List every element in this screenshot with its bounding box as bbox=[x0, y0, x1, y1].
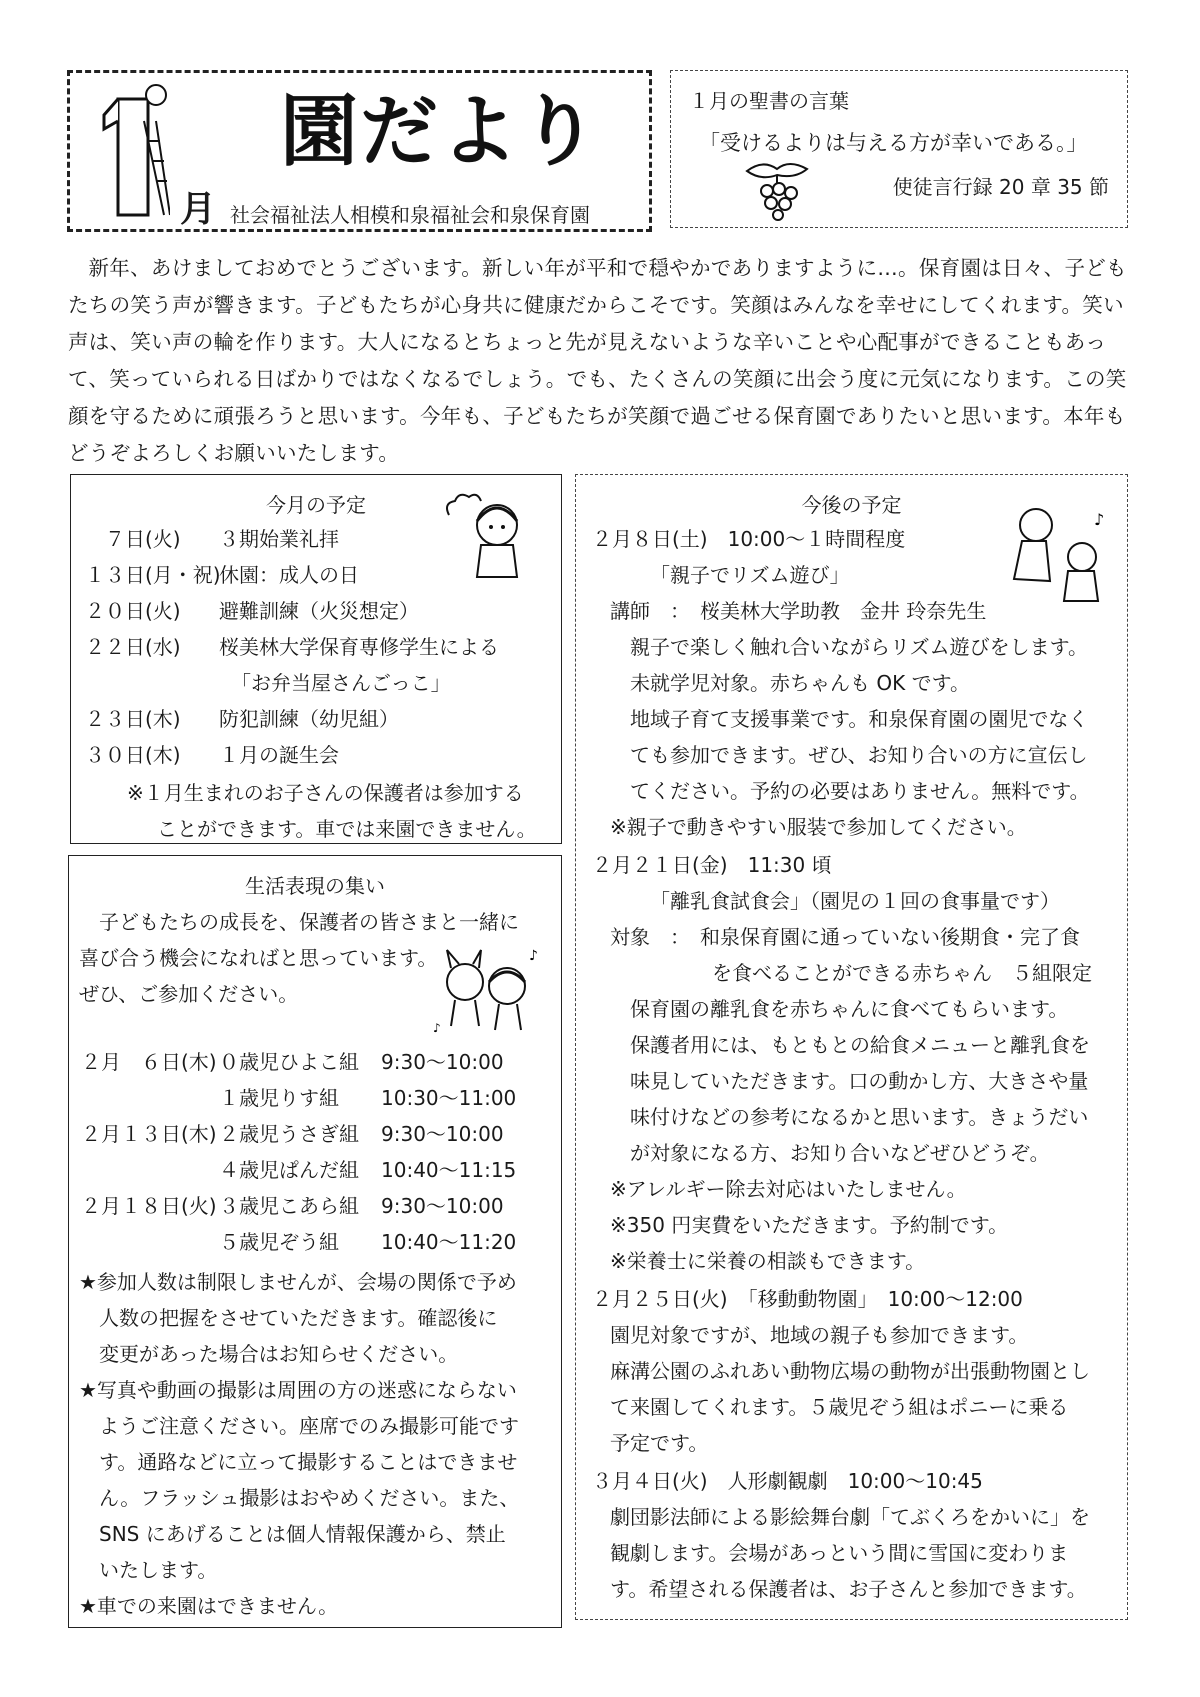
schedule-event: 「お弁当屋さんごっこ」 bbox=[231, 671, 451, 695]
life-intro-line: 喜び合う機会になればと思っています。 bbox=[79, 946, 438, 970]
verse-title: １月の聖書の言葉 bbox=[689, 89, 849, 113]
life-note-line: ★写真や動画の撮影は周囲の方の迷惑にならない bbox=[79, 1378, 517, 1402]
bible-verse-box bbox=[670, 70, 1128, 228]
month-label: 月 bbox=[180, 189, 217, 230]
upcoming-line: 「親子でリズム遊び」 bbox=[650, 563, 850, 587]
life-intro-line: ぜひ、ご参加ください。 bbox=[79, 982, 299, 1006]
schedule-date: ７日(火) bbox=[105, 527, 181, 551]
life-note-line: ようご注意ください。座席でのみ撮影可能です bbox=[79, 1414, 519, 1438]
life-schedule-date: ２月１３日(木) bbox=[81, 1122, 217, 1146]
upcoming-line: 保護者用には、もともとの給食メニューと離乳食を bbox=[630, 1033, 1090, 1057]
upcoming-line: す。希望される保護者は、お子さんと参加できます。 bbox=[610, 1577, 1087, 1601]
upcoming-line: が対象になる方、お知り合いなどぜひどうぞ。 bbox=[630, 1141, 1050, 1165]
life-note-line: ★参加人数は制限しませんが、会場の関係で予め bbox=[79, 1270, 517, 1294]
upcoming-line: 保育園の離乳食を赤ちゃんに食べてもらいます。 bbox=[630, 997, 1069, 1021]
newsletter-title: 園だより bbox=[280, 87, 601, 177]
schedule-date: ２２日(水) bbox=[85, 635, 181, 659]
upcoming-line: ２月２５日(火) 「移動動物園」 10:00～12:00 bbox=[592, 1287, 1023, 1311]
schedule-event: 避難訓練（火災想定） bbox=[219, 599, 419, 623]
life-schedule-group: ５歳児ぞう組 bbox=[219, 1230, 339, 1254]
this-month-schedule-box bbox=[70, 474, 562, 844]
life-schedule-group: １歳児りす組 bbox=[219, 1086, 339, 1110]
upcoming-line: 地域子育て支援事業です。和泉保育園の園児でなく bbox=[630, 707, 1089, 731]
life-note-line: SNS にあげることは個人情報保護から、禁止 bbox=[79, 1522, 506, 1546]
upcoming-line: ２月２１日(金) 11:30 頃 bbox=[592, 853, 832, 877]
schedule-date: ３０日(木) bbox=[85, 743, 181, 767]
schedule-event: １月の誕生会 bbox=[219, 743, 339, 767]
upcoming-line: 劇団影法師による影絵舞台劇「てぶくろをかいに」を bbox=[610, 1505, 1090, 1529]
upcoming-line: ※アレルギー除去対応はいたしません。 bbox=[610, 1177, 967, 1201]
life-schedule-time: 9:30～10:00 bbox=[381, 1050, 504, 1074]
upcoming-line: 麻溝公園のふれあい動物広場の動物が出張動物園とし bbox=[610, 1359, 1090, 1383]
upcoming-schedule-title: 今後の予定 bbox=[801, 493, 902, 517]
life-note-line: 人数の把握をさせていただきます。確認後に bbox=[79, 1306, 498, 1330]
life-schedule-group: ４歳児ぱんだ組 bbox=[219, 1158, 359, 1182]
svg-text:♪: ♪ bbox=[529, 948, 538, 964]
life-expression-box bbox=[68, 855, 562, 1628]
upcoming-line: 観劇します。会場があっという間に雪国に変わりま bbox=[610, 1541, 1069, 1565]
upcoming-line: 味見していただきます。口の動かし方、大きさや量 bbox=[630, 1069, 1089, 1093]
life-schedule-date: ２月１８日(火) bbox=[81, 1194, 217, 1218]
upcoming-line: ※栄養士に栄養の相談もできます。 bbox=[610, 1249, 926, 1273]
life-schedule-time: 10:40～11:20 bbox=[381, 1230, 517, 1254]
newsletter-header bbox=[67, 70, 652, 232]
organization-name: 社会福祉法人相模和泉福祉会和泉保育園 bbox=[230, 203, 590, 227]
upcoming-line: 親子で楽しく触れ合いながらリズム遊びをします。 bbox=[630, 635, 1088, 659]
schedule-date: １３日(月・祝) bbox=[85, 563, 221, 587]
life-note-line: いたします。 bbox=[79, 1558, 218, 1582]
life-expression-title: 生活表現の集い bbox=[245, 874, 385, 898]
verse-quote: 「受けるよりは与える方が幸いである。」 bbox=[699, 131, 1088, 155]
month-one-illustration bbox=[100, 81, 170, 219]
upcoming-line: 味付けなどの参考になるかと思います。きょうだい bbox=[630, 1105, 1089, 1129]
intro-paragraph: 新年、あけましておめでとうございます。新しい年が平和で穏やかでありますように…。保育園は日々、子どもたちの笑う声が響きます。子どもたちが心身共に健康だからこそです。笑顔はみんなを幸せにしてくれます。笑い声は、笑い声の輪を作ります。大人になるとちょっと先が見えないような辛いことや心配事ができることもあって、笑っていられる日ばかりではなくなるでしょう。でも、たくさんの笑顔に出会う度に元気になります。この笑顔を守るために頑張ろうと思います。今年も、子どもたちが笑顔で過ごせる保育園でありたいと思います。本年もどうぞよろしくお願いいたします。 bbox=[68, 256, 1127, 465]
upcoming-line: てください。予約の必要はありません。無料です。 bbox=[630, 779, 1090, 803]
upcoming-line: て来園してくれます。５歳児ぞう組はポニーに乗る bbox=[610, 1395, 1069, 1419]
upcoming-line: ※親子で動きやすい服装で参加してください。 bbox=[610, 815, 1027, 839]
child-in-winter-illustration bbox=[441, 485, 541, 585]
life-schedule-date: ２月 ６日(木) bbox=[81, 1050, 217, 1074]
upcoming-line: 未就学児対象。赤ちゃんも OK です。 bbox=[630, 671, 970, 695]
life-schedule-group: ０歳児ひよこ組 bbox=[219, 1050, 359, 1074]
schedule-note: ことができます。車では来園できません。 bbox=[157, 817, 537, 841]
upcoming-line: 園児対象ですが、地域の親子も参加できます。 bbox=[610, 1323, 1029, 1347]
upcoming-line: ても参加できます。ぜひ、お知り合いの方に宣伝し bbox=[630, 743, 1088, 767]
life-schedule-time: 10:30～11:00 bbox=[381, 1086, 517, 1110]
upcoming-line: ※350 円実費をいただきます。予約制です。 bbox=[610, 1213, 1009, 1237]
life-schedule-group: ２歳児うさぎ組 bbox=[219, 1122, 359, 1146]
svg-text:♪: ♪ bbox=[1094, 510, 1105, 529]
upcoming-line: ３月４日(火) 人形劇観劇 10:00～10:45 bbox=[592, 1469, 983, 1493]
schedule-event: 桜美林大学保育専修学生による bbox=[219, 635, 499, 659]
dancing-children-illustration bbox=[429, 948, 549, 1038]
life-schedule-time: 10:40～11:15 bbox=[381, 1158, 517, 1182]
life-schedule-group: ３歳児こあら組 bbox=[219, 1194, 359, 1218]
life-note-line: ★車での来園はできません。 bbox=[79, 1594, 339, 1618]
upcoming-line: 講師 ： 桜美林大学助教 金井 玲奈先生 bbox=[610, 599, 987, 623]
life-note-line: ん。フラッシュ撮影はおやめください。また、 bbox=[79, 1486, 520, 1510]
upcoming-line: ２月８日(土) 10:00～１時間程度 bbox=[592, 527, 906, 551]
schedule-date: ２０日(火) bbox=[85, 599, 181, 623]
life-schedule-time: 9:30～10:00 bbox=[381, 1194, 504, 1218]
schedule-event: 防犯訓練（幼児組） bbox=[219, 707, 399, 731]
life-note-line: 変更があった場合はお知らせください。 bbox=[79, 1342, 459, 1366]
schedule-date: ２３日(木) bbox=[85, 707, 181, 731]
upcoming-line: 「離乳食試食会」（園児の１回の食事量です） bbox=[650, 889, 1060, 913]
berry-icon bbox=[737, 157, 815, 221]
life-intro-line: 子どもたちの成長を、保護者の皆さまと一緒に bbox=[99, 910, 519, 934]
schedule-event: 休園：成人の日 bbox=[219, 563, 359, 587]
upcoming-schedule-box bbox=[575, 474, 1128, 1620]
upcoming-line: 予定です。 bbox=[610, 1431, 709, 1455]
this-month-title: 今月の予定 bbox=[266, 493, 366, 517]
verse-reference: 使徒言行録 20 章 35 節 bbox=[892, 175, 1109, 199]
schedule-note: ※１月生まれのお子さんの保護者は参加する bbox=[127, 781, 524, 805]
upcoming-line: を食べることができる赤ちゃん ５組限定 bbox=[712, 961, 1092, 985]
parent-child-rhythm-illustration bbox=[1006, 505, 1116, 605]
svg-text:♪: ♪ bbox=[433, 1021, 441, 1035]
schedule-event: ３期始業礼拝 bbox=[219, 527, 339, 551]
life-schedule-time: 9:30～10:00 bbox=[381, 1122, 504, 1146]
upcoming-line: 対象 ： 和泉保育園に通っていない後期食・完了食 bbox=[610, 925, 1080, 949]
life-note-line: す。通路などに立って撮影することはできませ bbox=[79, 1450, 518, 1474]
